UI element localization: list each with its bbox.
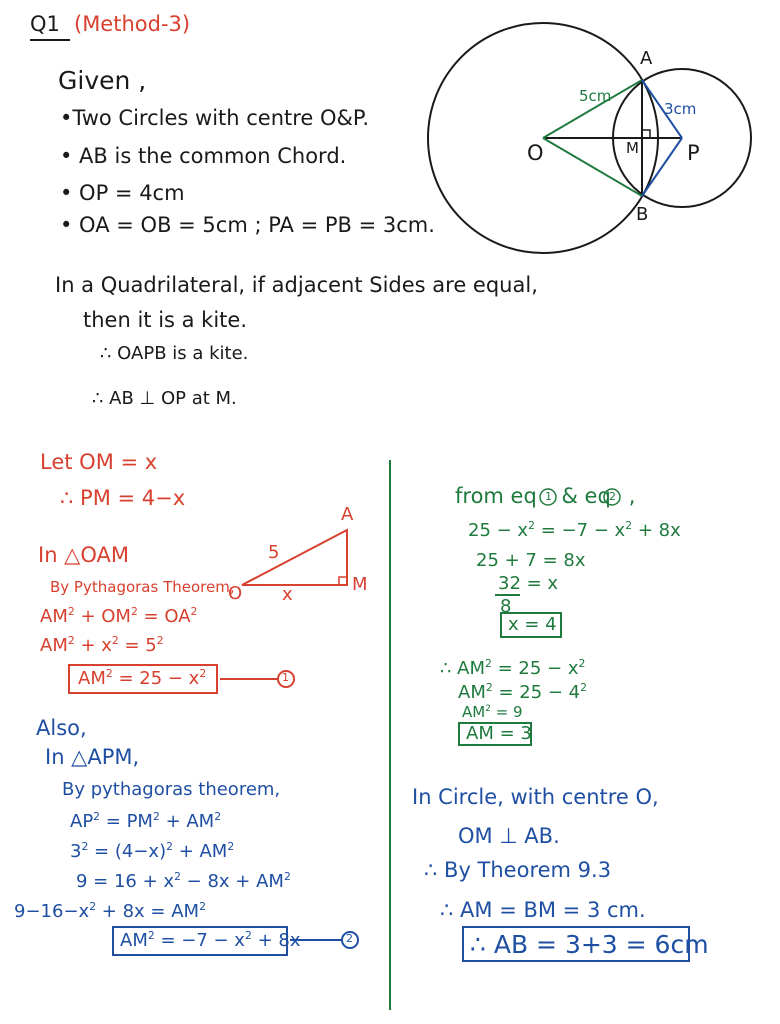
triangle-oam-title: In △OAM [38, 543, 129, 567]
given-item-3: • OP = 4cm [60, 181, 185, 205]
pythagoras-label-2: By pythagoras theorem, [62, 779, 281, 800]
am-sq-eq-2: $AM^2 = 25 - 4^2$ [458, 681, 588, 703]
let-om: Let OM = x [40, 450, 158, 474]
right-eq-1: $25 - x^2 = -7 - x^2 + 8x$ [468, 519, 681, 541]
eq1-marker: 1 [282, 671, 289, 684]
circle-line-1: In Circle, with centre O, [412, 785, 659, 809]
from-eq1-number: 1 [545, 490, 552, 503]
eq-am-x-5: $AM^2 + x^2 = 5^2$ [40, 634, 164, 656]
kite-line-1: In a Quadrilateral, if adjacent Sides are equal, [55, 273, 538, 297]
circle-line-2: OM ⊥ AB. [458, 824, 560, 848]
segment-pb [642, 138, 682, 196]
tri-label-o: O [228, 583, 243, 604]
kite-line-4: ∴ AB ⊥ OP at M. [92, 388, 237, 409]
am-sq-eq-1: ∴ $AM^2 = 25 - x^2$ [440, 657, 586, 679]
right-angle-mark-tri [339, 577, 347, 585]
final-answer: ∴ AB = 3+3 = 6cm [470, 930, 709, 959]
triangle-oam [242, 530, 347, 585]
am-answer: AM = 3 [466, 723, 532, 744]
am-sq-eq-3: $AM^2 = 9$ [462, 703, 523, 721]
tri-label-a: A [341, 504, 354, 525]
pm-value: ∴ PM = 4−x [60, 486, 186, 510]
eq-am-om-oa: $AM^2 + OM^2 = OA^2$ [40, 605, 198, 627]
eq2-marker: 2 [346, 932, 353, 945]
label-pa-length: 3cm [664, 100, 697, 118]
right-eq-3-denominator: 8 [500, 596, 512, 617]
from-eq-line: from eq & eq , [455, 484, 636, 508]
given-title: Given , [58, 66, 147, 95]
method-label: (Method-3) [74, 12, 191, 36]
question-number: Q1 [30, 12, 60, 36]
tri-label-base: x [282, 584, 293, 605]
eq2-text: $AM^2 = -7 - x^2 + 8x$ [120, 929, 301, 951]
label-o: O [527, 141, 544, 165]
eq-rearrange: $9-16-x^2 + 8x = AM^2$ [14, 900, 206, 922]
given-item-2: • AB is the common Chord. [60, 144, 347, 168]
tri-label-hyp: 5 [268, 542, 280, 563]
label-p: P [687, 141, 700, 165]
right-eq-3: 32 = x [498, 573, 559, 594]
circle-line-4: ∴ AM = BM = 3 cm. [440, 898, 646, 922]
circle-line-3: ∴ By Theorem 9.3 [424, 858, 612, 882]
eq-3-squared: $3^2 = (4-x)^2 + AM^2$ [70, 840, 235, 862]
label-m: M [626, 139, 639, 157]
right-angle-mark-m [642, 130, 650, 138]
also-label: Also, [36, 716, 87, 740]
label-oa-length: 5cm [579, 87, 612, 105]
kite-line-2: then it is a kite. [83, 308, 248, 332]
label-b: B [636, 204, 649, 225]
label-a: A [640, 48, 653, 69]
x-answer: x = 4 [508, 614, 557, 635]
from-eq2-number: 2 [609, 490, 616, 503]
kite-line-3: ∴ OAPB is a kite. [100, 343, 249, 364]
eq1-text: $AM^2 = 25 - x^2$ [78, 667, 207, 689]
eq-expand: $9 = 16 + x^2 - 8x + AM^2$ [76, 870, 291, 892]
tri-label-m: M [352, 574, 368, 595]
right-eq-2: 25 + 7 = 8x [476, 550, 586, 571]
given-item-4: • OA = OB = 5cm ; PA = PB = 3cm. [60, 213, 435, 237]
given-item-1: •Two Circles with centre O&P. [60, 106, 370, 130]
triangle-apm-title: In △APM, [45, 745, 140, 769]
pythagoras-label: By Pythagoras Theorem, [50, 578, 235, 596]
eq-ap: $AP^2 = PM^2 + AM^2$ [70, 810, 222, 832]
